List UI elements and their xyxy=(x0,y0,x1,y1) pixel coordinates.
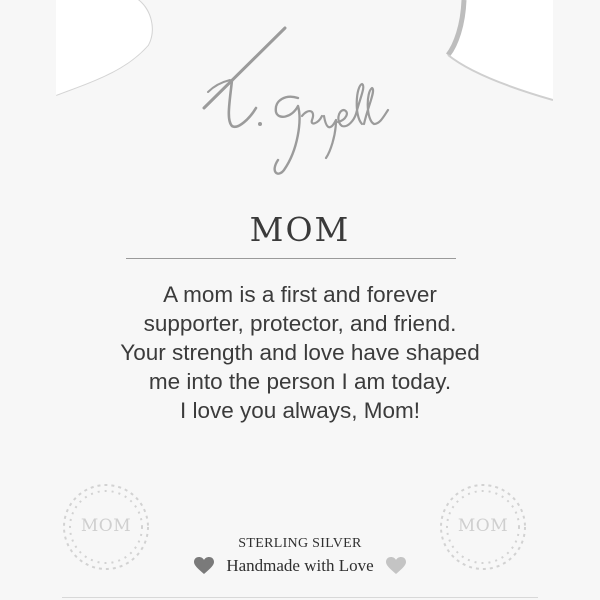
bottom-edge xyxy=(62,597,538,598)
title-divider xyxy=(126,258,456,259)
laurel-seal-left xyxy=(57,478,155,576)
heart-icon xyxy=(194,557,214,575)
material-label: STERLING SILVER xyxy=(238,536,362,551)
tagline-text: Handmade with Love xyxy=(226,556,374,575)
seal-text: MOM xyxy=(457,516,509,536)
card-cutout-right xyxy=(418,0,553,110)
message-line: Your strength and love have shaped xyxy=(120,340,480,365)
brand-logo xyxy=(190,20,400,185)
message-line: supporter, protector, and friend. xyxy=(143,311,457,336)
message-line: I love you always, Mom! xyxy=(179,398,421,423)
message-line: me into the person I am today. xyxy=(148,369,452,394)
heart-icon xyxy=(386,557,406,575)
card-footer xyxy=(150,536,450,576)
card-message xyxy=(70,280,530,425)
card-title: MOM xyxy=(249,210,351,249)
message-line: A mom is a first and forever xyxy=(163,282,437,307)
seal-text: MOM xyxy=(80,516,132,536)
tagline-row xyxy=(150,556,450,576)
